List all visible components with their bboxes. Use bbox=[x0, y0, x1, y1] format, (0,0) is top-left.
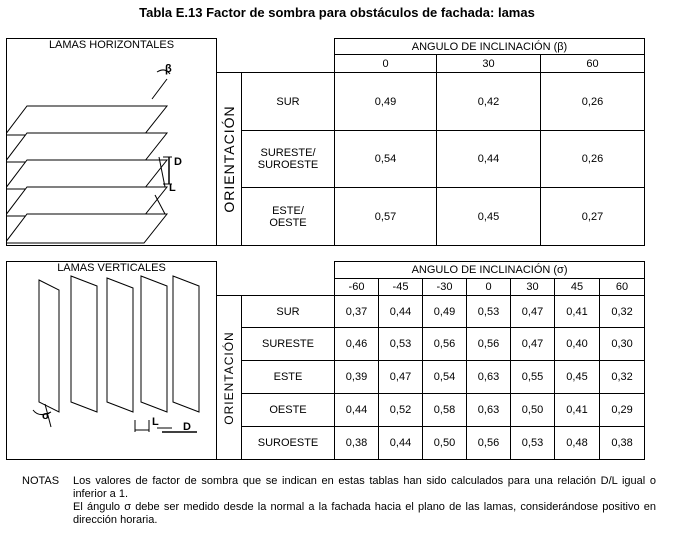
value-cell: 0,49 bbox=[335, 73, 437, 131]
value-cell: 0,47 bbox=[511, 328, 555, 361]
notes-label: NOTAS bbox=[22, 475, 60, 487]
value-cell: 0,45 bbox=[437, 188, 541, 246]
value-cell: 0,32 bbox=[600, 296, 645, 328]
value-cell: 0,48 bbox=[555, 427, 600, 460]
value-cell: 0,56 bbox=[423, 328, 467, 361]
value-cell: 0,38 bbox=[335, 427, 379, 460]
value-cell: 0,32 bbox=[600, 361, 645, 394]
value-cell: 0,53 bbox=[511, 427, 555, 460]
orientation-cell: ESTE/ OESTE bbox=[242, 188, 335, 246]
louver-slat bbox=[39, 280, 59, 412]
horizontal-angle-col: 30 bbox=[437, 55, 541, 73]
vertical-angle-header: ANGULO DE INCLINACIÓN (σ) bbox=[335, 262, 645, 279]
value-cell: 0,50 bbox=[511, 394, 555, 427]
value-cell: 0,29 bbox=[600, 394, 645, 427]
horizontal-angle-col: 60 bbox=[541, 55, 645, 73]
value-cell: 0,44 bbox=[379, 296, 423, 328]
value-cell: 0,37 bbox=[335, 296, 379, 328]
louver-slat bbox=[7, 133, 167, 162]
louver-slat bbox=[71, 276, 97, 412]
value-cell: 0,44 bbox=[335, 394, 379, 427]
value-cell: 0,50 bbox=[423, 427, 467, 460]
orientation-cell: SURESTE/ SUROESTE bbox=[242, 131, 335, 188]
horizontal-louvers-label: LAMAS HORIZONTALES bbox=[48, 39, 175, 51]
vertical-angle-col: 45 bbox=[555, 279, 600, 296]
horizontal-angle-col: 0 bbox=[335, 55, 437, 73]
orientation-cell: OESTE bbox=[242, 394, 335, 427]
value-cell: 0,58 bbox=[423, 394, 467, 427]
table-title: Tabla E.13 Factor de sombra para obstáculos de fachada: lamas bbox=[139, 5, 535, 20]
vertical-louvers-diagram bbox=[7, 262, 217, 460]
louver-slat bbox=[141, 276, 167, 412]
value-cell: 0,38 bbox=[600, 427, 645, 460]
louver-slat bbox=[173, 276, 199, 412]
value-cell: 0,56 bbox=[467, 427, 511, 460]
louver-slat bbox=[107, 278, 133, 412]
note-line: Los valores de factor de sombra que se indican en estas tablas han sido calculados para una relación D/L igual o inferior a 1. bbox=[73, 475, 656, 500]
value-cell: 0,56 bbox=[467, 328, 511, 361]
orientation-cell: SUROESTE bbox=[242, 427, 335, 460]
louver-slat bbox=[7, 160, 167, 189]
value-cell: 0,44 bbox=[379, 427, 423, 460]
value-cell: 0,41 bbox=[555, 394, 600, 427]
beta-guide-line bbox=[152, 79, 167, 99]
l-symbol: L bbox=[152, 416, 159, 428]
vertical-angle-col: -45 bbox=[379, 279, 423, 296]
orientation-cell: SURESTE bbox=[242, 328, 335, 361]
value-cell: 0,53 bbox=[467, 296, 511, 328]
value-cell: 0,63 bbox=[467, 394, 511, 427]
value-cell: 0,57 bbox=[335, 188, 437, 246]
vertical-louvers-table bbox=[6, 261, 645, 460]
horizontal-louvers-table bbox=[6, 38, 645, 246]
notes bbox=[22, 475, 656, 527]
value-cell: 0,26 bbox=[541, 131, 645, 188]
horizontal-louvers-diagram bbox=[7, 39, 217, 246]
vertical-angle-col: 60 bbox=[600, 279, 645, 296]
value-cell: 0,30 bbox=[600, 328, 645, 361]
value-cell: 0,54 bbox=[335, 131, 437, 188]
horizontal-angle-header: ANGULO DE INCLINACIÓN (β) bbox=[335, 39, 645, 55]
value-cell: 0,47 bbox=[379, 361, 423, 394]
vertical-angle-col: -60 bbox=[335, 279, 379, 296]
vertical-louvers-figure bbox=[7, 262, 217, 460]
l-symbol: L bbox=[169, 182, 176, 194]
d-symbol: D bbox=[183, 421, 191, 433]
value-cell: 0,53 bbox=[379, 328, 423, 361]
beta-symbol: β bbox=[165, 63, 172, 75]
value-cell: 0,52 bbox=[379, 394, 423, 427]
vertical-louvers-label: LAMAS VERTICALES bbox=[57, 262, 166, 274]
vertical-angle-col: -30 bbox=[423, 279, 467, 296]
horizontal-louvers-figure bbox=[7, 39, 217, 246]
value-cell: 0,40 bbox=[555, 328, 600, 361]
value-cell: 0,63 bbox=[467, 361, 511, 394]
louver-slat bbox=[7, 187, 167, 216]
value-cell: 0,26 bbox=[541, 73, 645, 131]
value-cell: 0,46 bbox=[335, 328, 379, 361]
vertical-angle-col: 30 bbox=[511, 279, 555, 296]
value-cell: 0,39 bbox=[335, 361, 379, 394]
louver-slat bbox=[7, 214, 167, 243]
value-cell: 0,47 bbox=[511, 296, 555, 328]
horizontal-orientation-header: ORIENTACIÓN bbox=[217, 73, 242, 246]
sigma-symbol: σ bbox=[42, 410, 50, 422]
vertical-orientation-header: ORIENTACIÓN bbox=[217, 296, 242, 460]
value-cell: 0,49 bbox=[423, 296, 467, 328]
value-cell: 0,44 bbox=[437, 131, 541, 188]
value-cell: 0,42 bbox=[437, 73, 541, 131]
vertical-angle-col: 0 bbox=[467, 279, 511, 296]
value-cell: 0,45 bbox=[555, 361, 600, 394]
value-cell: 0,41 bbox=[555, 296, 600, 328]
orientation-cell: ESTE bbox=[242, 361, 335, 394]
note-line: El ángulo σ debe ser medido desde la normal a la fachada hacia el plano de las lamas, considerándose positivo en dirección horaria. bbox=[73, 501, 656, 526]
value-cell: 0,54 bbox=[423, 361, 467, 394]
orientation-cell: SUR bbox=[242, 73, 335, 131]
louver-slat bbox=[7, 106, 167, 135]
value-cell: 0,27 bbox=[541, 188, 645, 246]
d-symbol: D bbox=[174, 156, 182, 168]
orientation-cell: SUR bbox=[242, 296, 335, 328]
value-cell: 0,55 bbox=[511, 361, 555, 394]
l-dimension-line bbox=[155, 195, 165, 214]
